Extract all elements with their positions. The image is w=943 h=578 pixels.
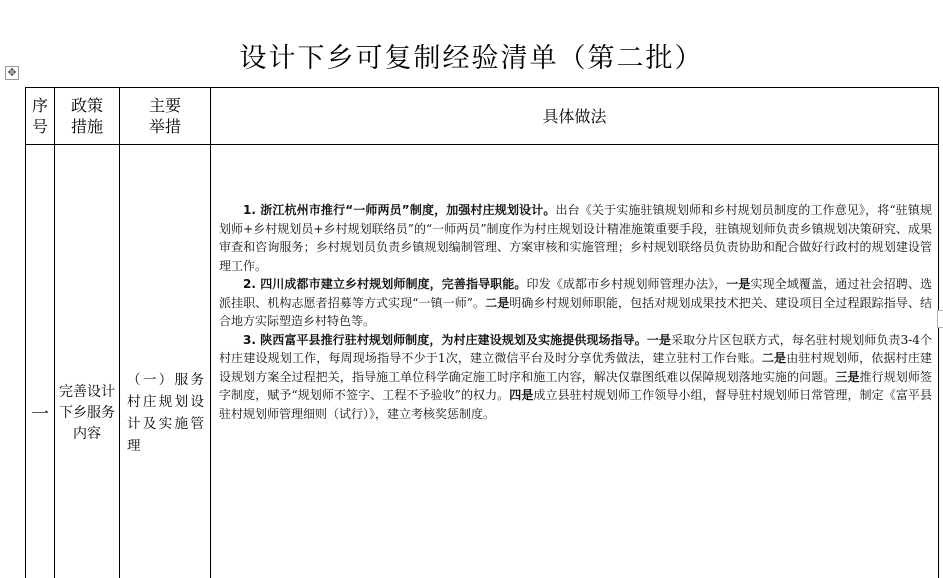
detail-item-3-point-2: 二是 [761, 351, 787, 365]
detail-item-3-text: 由驻村规划师，依据村庄建设规划方案全过程把关，指导施工单位科学确定施工时序和施工内容，解决仅靠图纸难以保障规划落地实施的问题。 [219, 351, 932, 384]
detail-item-3-point-1: 一是 [646, 332, 671, 347]
detail-item-2-text: 实现全域覆盖，通过社会招聘、选派挂职、机构志愿者招募等方式实现“一镇一师”。 [219, 277, 932, 310]
detail-item-1 [219, 201, 932, 275]
header-measure: 主要举措 [120, 88, 211, 145]
move-cross-icon[interactable]: ✥ [5, 66, 19, 80]
header-policy: 政策措施 [55, 88, 120, 145]
detail-item-3-text: 推行规划师签字制度，赋予“规划师不签字、工程不予验收”的权力。 [219, 369, 932, 402]
experience-table [25, 87, 939, 578]
detail-item-3-point-4: 四是 [509, 388, 534, 402]
detail-item-2-text: 明确乡村规划师职能，包括对规划成果技术把关、建设项目全过程跟踪指导、结合地方实际塑造乡村特色等。 [219, 295, 932, 328]
detail-item-2 [219, 275, 932, 331]
detail-item-1-text: 出台《关于实施驻镇规划师和乡村规划员制度的工作意见》，将“驻镇规划师+乡村规划员+乡村规划联络员”的“一师两员”制度作为村庄规划设计精准施策重要手段，驻镇规划师负责乡镇规划决策研究、成果审查和咨询服务；乡村规划员负责乡镇规划编制管理、方案审核和实施管理；乡村规划联络员负责协助和配合做好行政村的规划建设管理工作。 [219, 203, 932, 273]
header-detail: 具体做法 [211, 88, 939, 145]
row-measure-cell: （一）服务村庄规划设计及实施管理 [120, 145, 211, 578]
row-seq-cell: 一 [26, 145, 55, 578]
detail-item-2-lead: 2. 四川成都市建立乡村规划师制度，完善指导职能。 [243, 277, 527, 291]
row-detail-cell [211, 145, 939, 578]
row-policy-cell: 完善设计下乡服务内容 [55, 145, 120, 578]
detail-item-3 [219, 331, 932, 424]
detail-item-2-point-1: 一是 [726, 277, 751, 291]
detail-item-3-lead: 3. 陕西富平县推行驻村规划师制度，为村庄建设规划及实施提供现场指导。 [243, 332, 647, 347]
detail-item-3-text: 采取分片区包联方式，每名驻村规划师负责3-4个村庄建设规划工作，每周现场指导不少于1次，建立微信平台及时分享优秀做法，建立驻村工作台账。 [219, 332, 932, 365]
page-title: 设计下乡可复制经验清单（第二批） [239, 43, 704, 74]
table-header-row [26, 88, 939, 145]
detail-item-3-point-3: 三是 [835, 369, 860, 384]
header-seq: 序号 [26, 88, 55, 145]
detail-item-1-lead: 1. 浙江杭州市推行“一师两员”制度，加强村庄规划设计。 [243, 203, 556, 217]
detail-item-3-text: 成立县驻村规划师工作领导小组，督导驻村规划师日常管理，制定《富平县驻村规划师管理细则（试行）》，建立考核奖惩制度。 [219, 388, 932, 421]
detail-item-2-text: 印发《成都市乡村规划师管理办法》， [526, 277, 727, 291]
detail-item-2-point-2: 二是 [485, 295, 510, 310]
table-row [26, 145, 939, 578]
table-resize-handle[interactable] [937, 310, 943, 328]
